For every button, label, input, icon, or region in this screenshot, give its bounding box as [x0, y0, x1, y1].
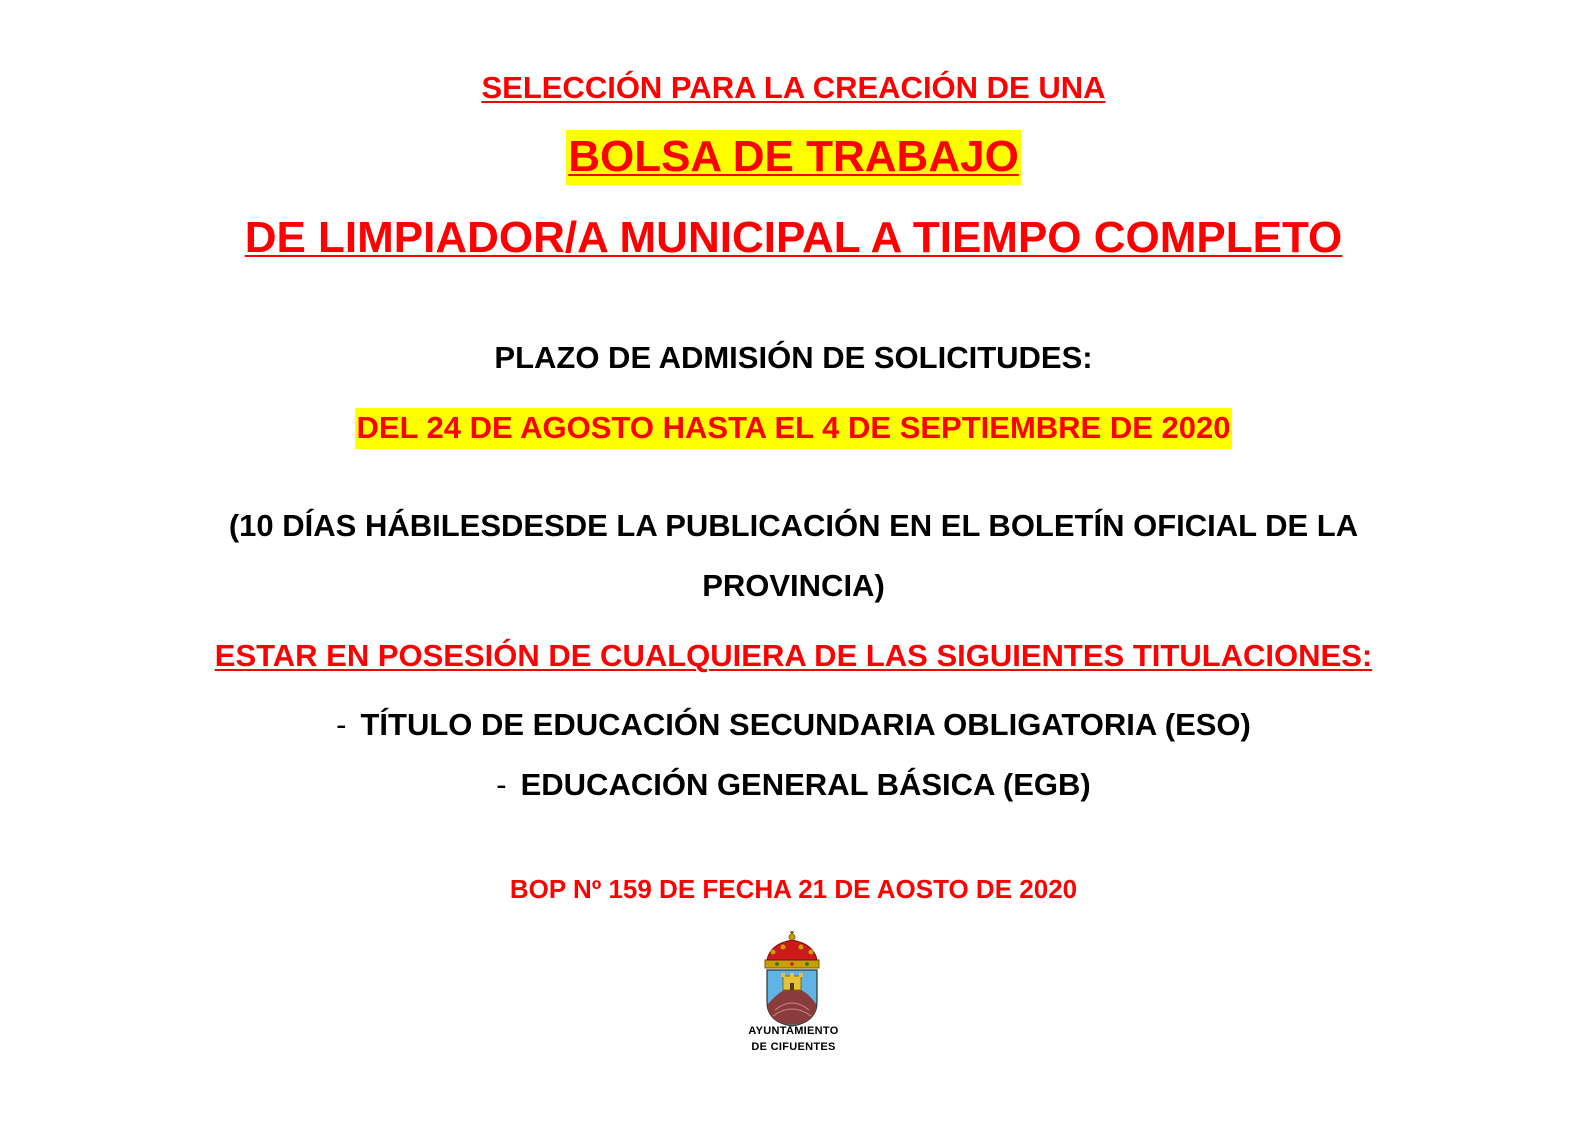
requirement-item	[0, 769, 1587, 800]
logo-name-line-2: DE CIFUENTES	[751, 1041, 836, 1053]
requirement-text: TÍTULO DE EDUCACIÓN SECUNDARIA OBLIGATORIA (ESO)	[360, 707, 1251, 742]
deadline-dates-row	[0, 412, 1587, 443]
crown-icon	[765, 931, 819, 968]
requirement-item	[0, 709, 1587, 740]
heading-line-1: SELECCIÓN PARA LA CREACIÓN DE UNA	[481, 70, 1106, 105]
bop-reference: BOP Nº 159 DE FECHA 21 DE AOSTO DE 2020	[509, 874, 1078, 904]
highlighted-title: BOLSA DE TRABAJO	[566, 130, 1021, 185]
requirements-heading: ESTAR EN POSESIÓN DE CUALQUIERA DE LAS SIGUIENTES TITULACIONES:	[214, 638, 1373, 673]
heading-line-2	[0, 132, 1587, 181]
heading-line-3: DE LIMPIADOR/A MUNICIPAL A TIEMPO COMPLETO	[244, 213, 1343, 262]
list-bullet: -	[496, 767, 507, 802]
business-days-line-2: PROVINCIA)	[702, 568, 885, 603]
list-bullet: -	[336, 707, 347, 742]
requirement-text: EDUCACIÓN GENERAL BÁSICA (EGB)	[520, 767, 1091, 802]
deadline-label: PLAZO DE ADMISIÓN DE SOLICITUDES:	[494, 340, 1093, 375]
shield-icon	[767, 970, 817, 1026]
business-days-line-1: (10 DÍAS HÁBILESDESDE LA PUBLICACIÓN EN EL BOLETÍN OFICIAL DE LA	[228, 508, 1359, 543]
deadline-dates: DEL 24 DE AGOSTO HASTA EL 4 DE SEPTIEMBRE DE 2020	[355, 408, 1233, 449]
logo-name-line-1: AYUNTAMIENTO	[748, 1025, 839, 1037]
